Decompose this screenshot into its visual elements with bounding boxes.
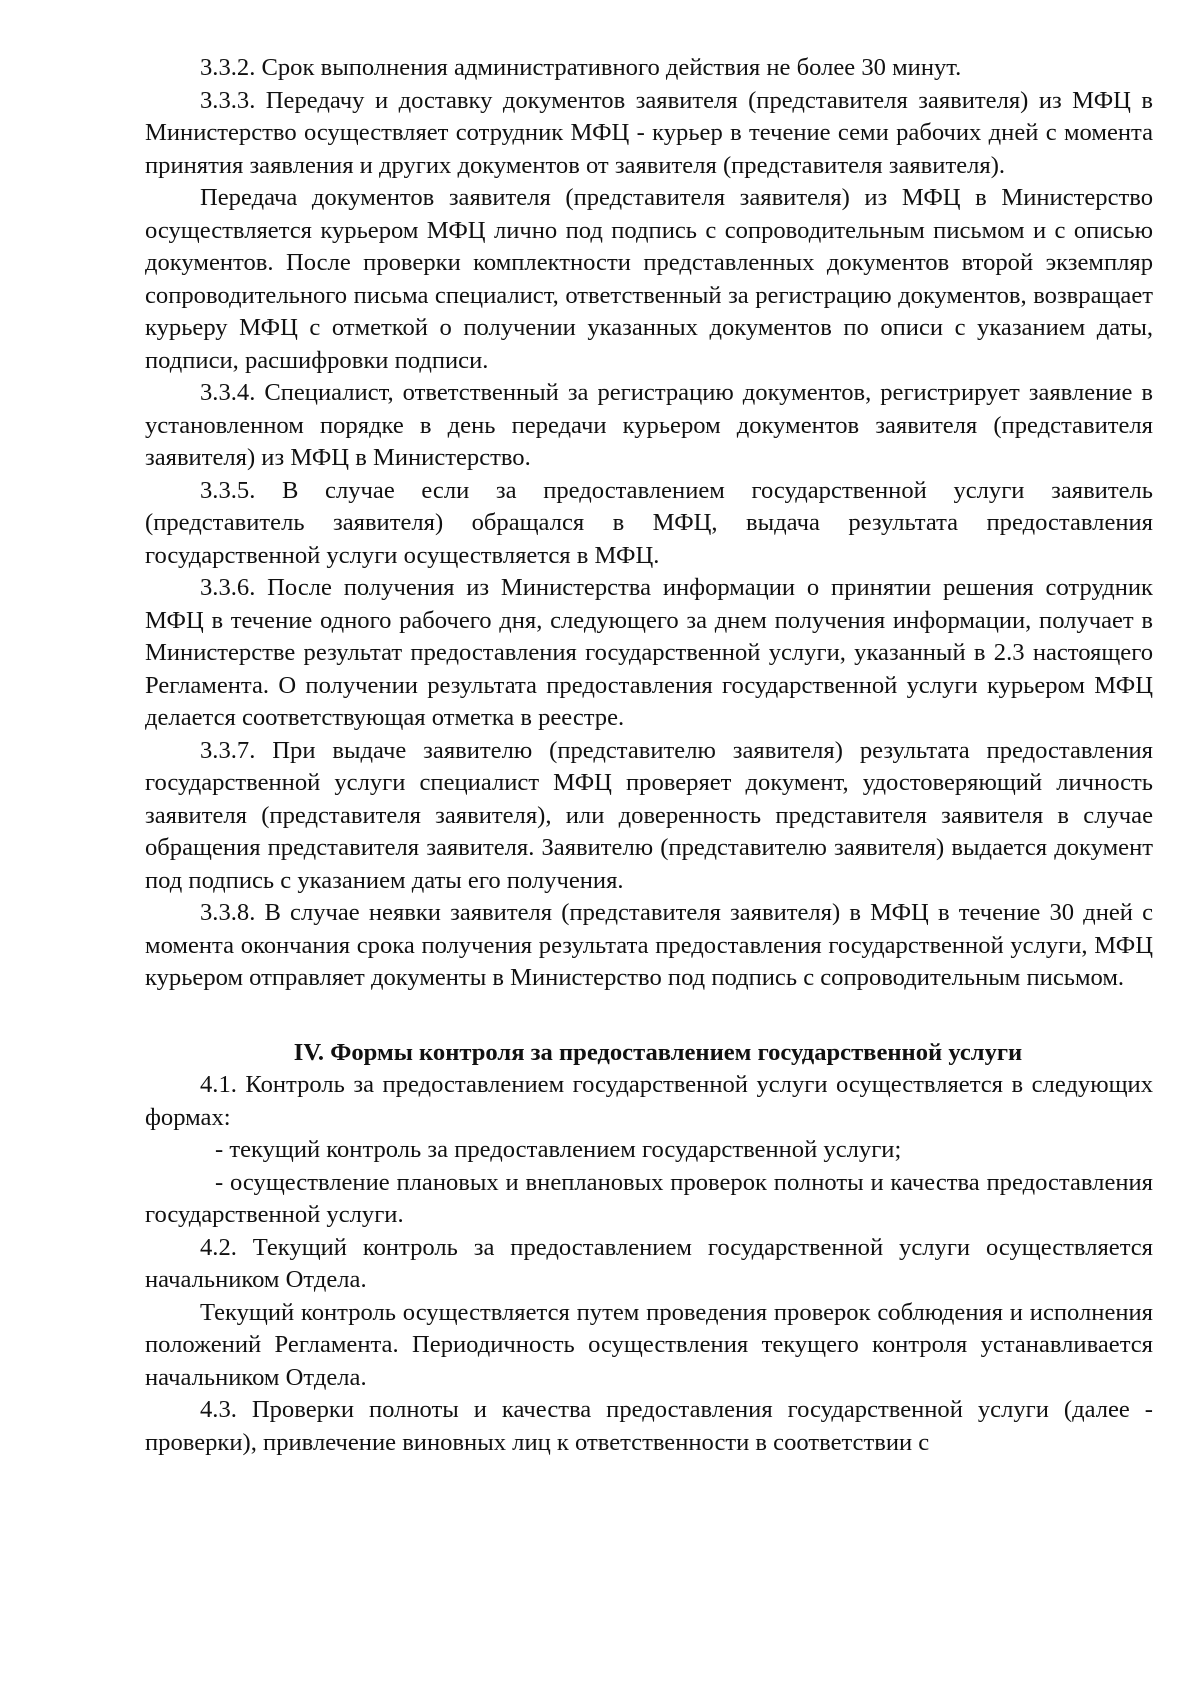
section-heading-iv: IV. Формы контроля за предоставлением государственной услуги [293,1038,1023,1066]
paragraph-3-3-8: 3.3.8. В случае неявки заявителя (представителя заявителя) в МФЦ в течение 30 дней с момента окончания срока получения результата предоставления государственной услуги, МФЦ курьером отправляет документы в Министерство под подпись с сопроводительным письмом. [145,899,1153,991]
paragraph-3-3-6: 3.3.6. После получения из Министерства информации о принятии решения сотрудник МФЦ в течение одного рабочего дня, следующего за днем получения информации, получает в Министерстве результат предоставления государственной услуги, указанный в 2.3 настоящего Регламента. О получении результата предоставления государственной услуги курьером МФЦ делается соответствующая отметка в реестре. [145,574,1153,731]
paragraph-4-2-continued: Текущий контроль осуществляется путем проведения проверок соблюдения и исполнения положений Регламента. Периодичность осуществления текущего контроля устанавливается начальником Отдела. [145,1298,1153,1391]
paragraph-3-3-3: 3.3.3. Передачу и доставку документов заявителя (представителя заявителя) из МФЦ в Министерство осуществляет сотрудник МФЦ - курьер в течение семи рабочих дней с момента принятия заявления и других документов от заявителя (представителя заявителя). [145,86,1153,179]
list-item-current-control: - текущий контроль за предоставлением государственной услуги; [215,1136,902,1163]
paragraph-3-3-3-transfer: Передача документов заявителя (представителя заявителя) из МФЦ в Министерство осуществляется курьером МФЦ лично под подпись с сопроводительным письмом и с описью документов. После проверки комплектности представленных документов второй экземпляр сопроводительного письма специалист, ответственный за регистрацию документов, возвращает курьеру МФЦ с отметкой о получении указанных документов по описи с указанием даты, подписи, расшифровки подписи. [145,184,1153,374]
paragraph-3-3-2: 3.3.2. Срок выполнения административного действия не более 30 минут. [200,54,962,81]
document-page [145,52,1153,1459]
paragraph-3-3-7: 3.3.7. При выдаче заявителю (представителю заявителя) результата предоставления государственной услуги специалист МФЦ проверяет документ, удостоверяющий личность заявителя (представителя заявителя), или доверенность представителя заявителя в случае обращения представителя заявителя. Заявителю (представителю заявителя) выдается документ под подпись с указанием даты его получения. [145,736,1153,894]
list-item-planned-checks: - осуществление плановых и внеплановых проверок полноты и качества предоставления государственной услуги. [145,1168,1153,1228]
paragraph-3-3-5: 3.3.5. В случае если за предоставлением государственной услуги заявитель (представитель заявителя) обращался в МФЦ, выдача результата предоставления государственной услуги осуществляется в МФЦ. [145,476,1153,569]
paragraph-4-3: 4.3. Проверки полноты и качества предоставления государственной услуги (далее - проверки), привлечение виновных лиц к ответственности в соответствии с [145,1396,1153,1456]
paragraph-4-1: 4.1. Контроль за предоставлением государственной услуги осуществляется в следующих формах: [145,1071,1153,1131]
paragraph-3-3-4: 3.3.4. Специалист, ответственный за регистрацию документов, регистрирует заявление в установленном порядке в день передачи курьером документов заявителя (представителя заявителя) из МФЦ в Министерство. [145,379,1153,471]
paragraph-4-2: 4.2. Текущий контроль за предоставлением государственной услуги осуществляется начальником Отдела. [145,1233,1153,1293]
